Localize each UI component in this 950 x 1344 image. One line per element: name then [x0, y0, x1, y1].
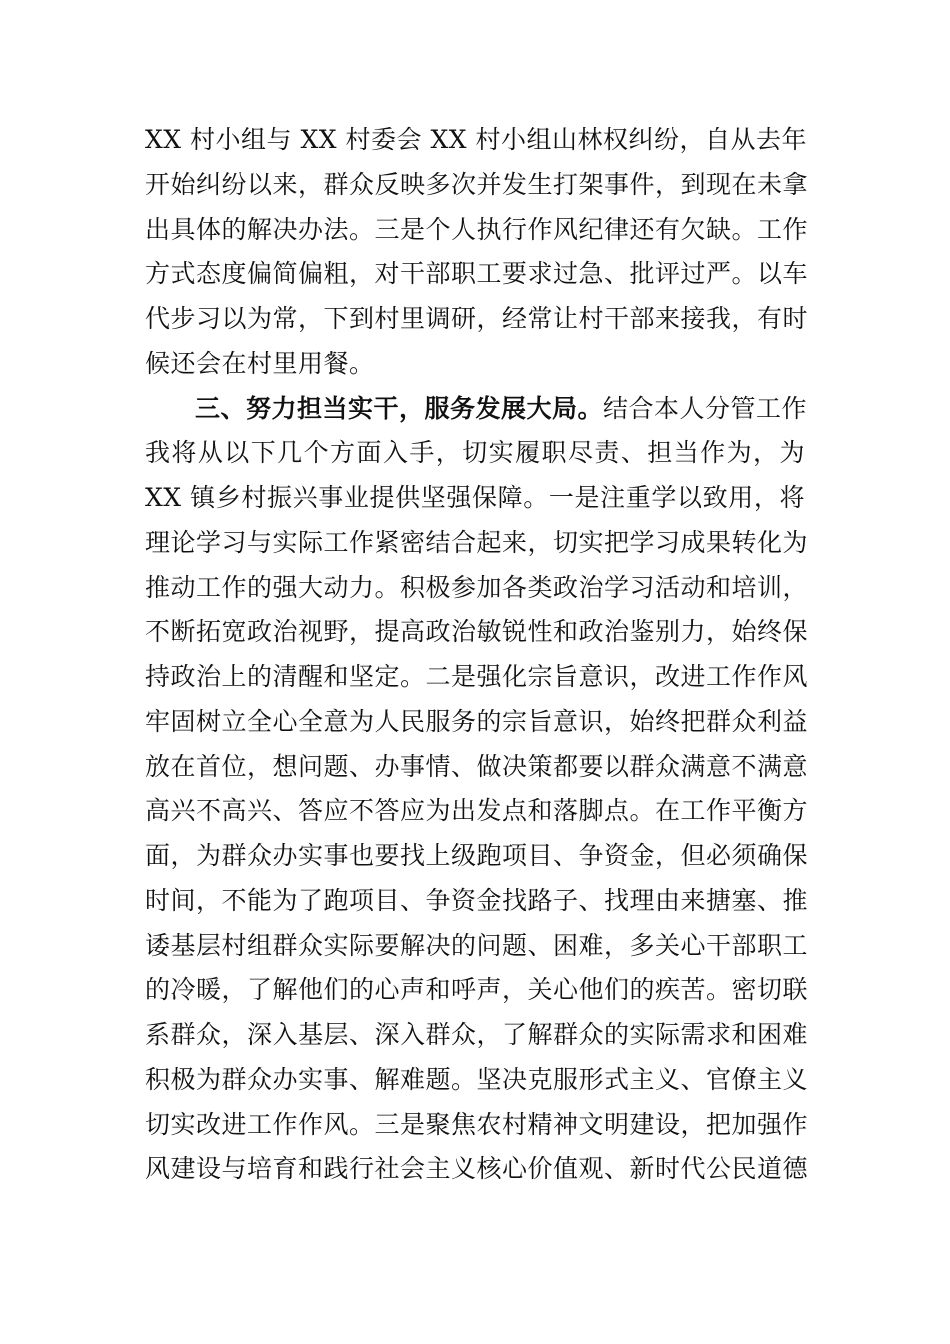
paragraph-2-line-2: 我将从以下几个方面入手，切实履职尽责、担当作为，为	[145, 438, 805, 468]
paragraph-2-line-18: 风建设与培育和践行社会主义核心价值观、新时代公民道德	[145, 1154, 809, 1184]
paragraph-1-line-4: 方式态度偏简偏粗，对干部职工要求过急、批评过严。以车	[145, 259, 809, 289]
section-heading: 三、努力担当实干，服务发展大局。	[195, 393, 604, 423]
paragraph-1-line-1: XX 村小组与 XX 村委会 XX 村小组山林权纠纷，自从去年	[145, 125, 808, 154]
paragraph-2-line-10: 高兴不高兴、答应不答应为出发点和落脚点。在工作平衡方	[145, 796, 809, 826]
paragraph-2-first-line	[145, 387, 808, 432]
paragraph-2-line-3: XX 镇乡村振兴事业提供坚强保障。一是注重学以致用，将	[145, 483, 805, 512]
paragraph-2-line-12: 时间，不能为了跑项目、争资金找路子、找理由来搪塞、推	[145, 885, 809, 915]
paragraph-2-line-8: 牢固树立全心全意为人民服务的宗旨意识，始终把群众利益	[145, 706, 809, 736]
paragraph-2-line-6: 不断拓宽政治视野，提高政治敏锐性和政治鉴别力，始终保	[145, 617, 809, 647]
paragraph-2-line-15: 系群众，深入基层、深入群众，了解群众的实际需求和困难	[145, 1020, 809, 1049]
paragraph-2-line-13: 诿基层村组群众实际要解决的问题、困难，多关心干部职工	[145, 930, 809, 960]
paragraph-2-line-16: 积极为群众办实事、解难题。坚决克服形式主义、官僚主义	[145, 1064, 809, 1094]
paragraph-2-line-11: 面，为群众办实事也要找上级跑项目、争资金，但必须确保	[145, 841, 809, 870]
paragraph-2-line-7: 持政治上的清醒和坚定。二是强化宗旨意识，改进工作作风	[145, 662, 809, 691]
paragraph-1-line-2: 开始纠纷以来，群众反映多次并发生打架事件，到现在未拿	[145, 169, 809, 199]
paragraph-2-line-9: 放在首位，想问题、办事情、做决策都要以群众满意不满意	[145, 751, 809, 781]
paragraph-2-line-14: 的冷暖，了解他们的心声和呼声，关心他们的疾苦。密切联	[145, 975, 809, 1005]
paragraph-1-line-6: 候还会在村里用餐。	[145, 348, 375, 378]
paragraph-1-line-3: 出具体的解决办法。三是个人执行作风纪律还有欠缺。工作	[145, 214, 809, 244]
paragraph-1-line-5: 代步习以为常，下到村里调研，经常让村干部来接我，有时	[145, 304, 809, 333]
paragraph-2-line-4: 理论学习与实际工作紧密结合起来，切实把学习成果转化为	[145, 527, 809, 557]
paragraph-2-first-line-text: 结合本人分管工作	[603, 393, 808, 423]
document-body	[145, 118, 809, 1192]
paragraph-2-line-5: 推动工作的强大动力。积极参加各类政治学习活动和培训，	[145, 572, 809, 602]
paragraph-2-line-17: 切实改进工作作风。三是聚焦农村精神文明建设，把加强作	[145, 1109, 809, 1139]
